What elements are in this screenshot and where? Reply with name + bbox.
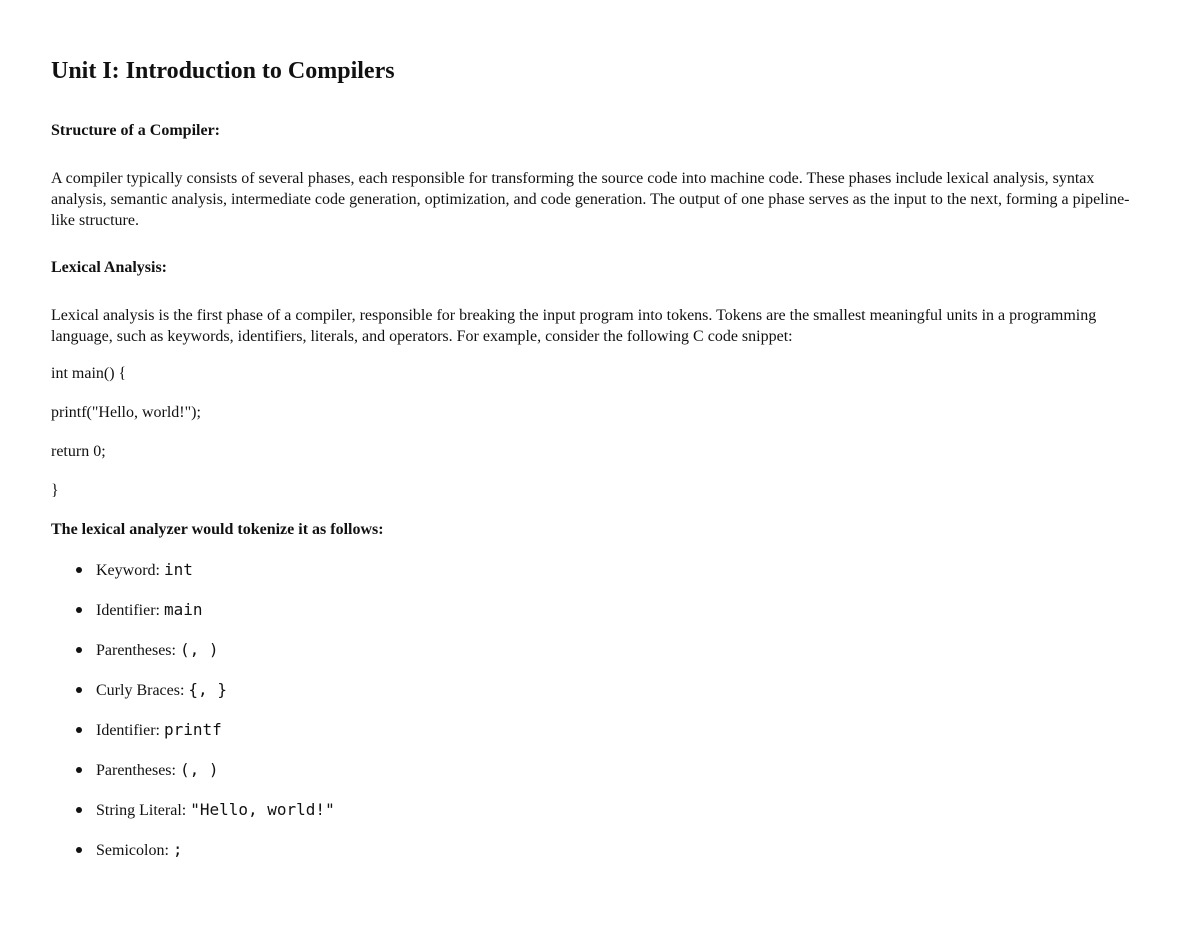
page-title: Unit I: Introduction to Compilers [51,58,395,84]
bullet-icon [76,687,82,693]
tokenize-heading: The lexical analyzer would tokenize it as follows: [51,521,384,538]
token-value: int [163,560,193,579]
code-line: int main() { [51,365,127,382]
token-value: "Hello, world!" [190,800,335,819]
bullet-icon [76,767,82,773]
token-value: (, ) [179,640,219,659]
section-heading-structure: Structure of a Compiler: [51,122,220,139]
bullet-icon [76,807,82,813]
token-label: Semicolon: [96,842,169,859]
token-value: main [163,600,203,619]
bullet-icon [76,607,82,613]
code-line: } [51,482,59,499]
token-label: Parentheses: [96,642,176,659]
token-value: ; [172,840,183,859]
bullet-icon [76,727,82,733]
bullet-icon [76,567,82,573]
section-paragraph-lexical-analysis: Lexical analysis is the first phase of a compiler, responsible for breaking the input program into tokens. Tokens are the smallest meaningful units in a programming language, such as keywords, identifiers, literals, and operators. For example, consider the following C code snippet: [51,307,1097,345]
code-line: printf("Hello, world!"); [51,404,201,421]
token-label: Identifier: [96,722,160,739]
bullet-icon [76,847,82,853]
token-label: String Literal: [96,802,187,819]
bullet-icon [76,647,82,653]
section-heading-lexical-analysis: Lexical Analysis: [51,259,168,276]
token-label: Identifier: [96,602,160,619]
token-value: (, ) [179,760,219,779]
token-label: Keyword: [96,562,160,579]
token-value: {, } [188,680,227,699]
token-label: Curly Braces: [96,682,185,699]
code-line: return 0; [51,443,106,460]
section-paragraph-structure: A compiler typically consists of several phases, each responsible for transforming the source code into machine code. These phases include lexical analysis, syntax analysis, semantic analysis, intermediate code generation, optimization, and code generation. The output of one phase serves as the input to the next, forming a pipeline-like structure. [51,170,1130,229]
token-value: printf [163,720,222,739]
token-label: Parentheses: [96,762,176,779]
